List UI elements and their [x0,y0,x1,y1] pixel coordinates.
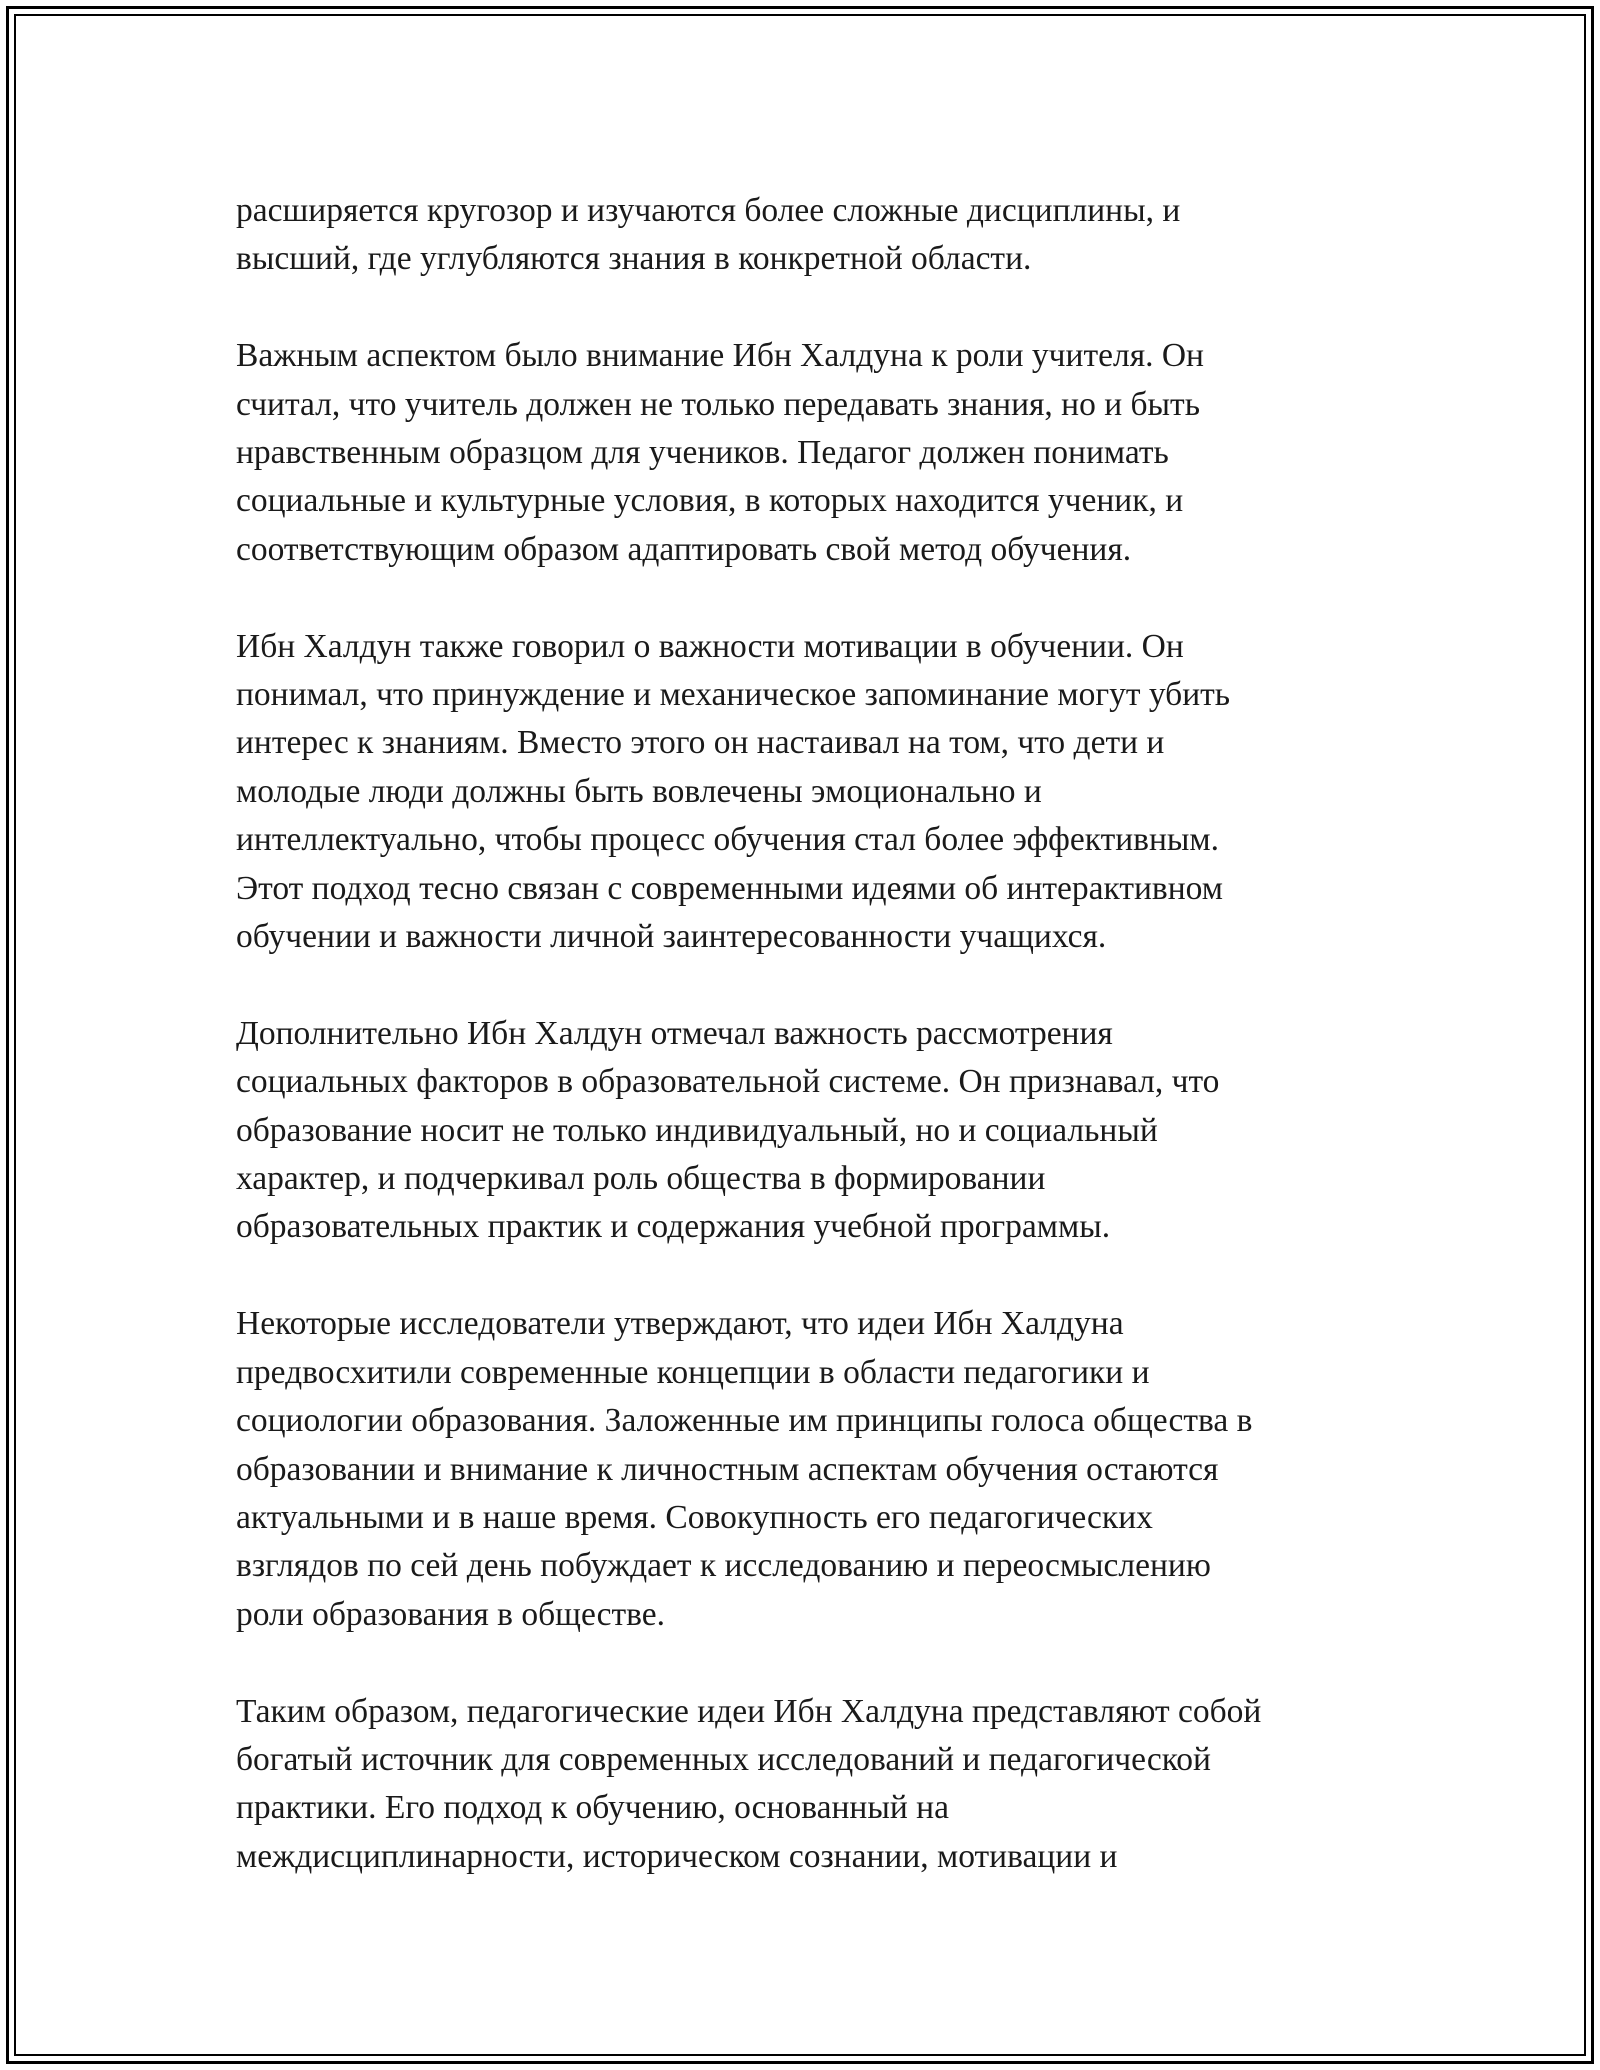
text-line: характер, и подчеркивал роль общества в формировании [236,1160,1046,1198]
text-line: Таким образом, педагогические идеи Ибн Халдуна представляют собой [236,1692,1262,1730]
text-line: предвосхитили современные концепции в области педагогики и [236,1353,1150,1391]
document-body [236,187,1386,1881]
text-line: молодые люди должны быть вовлечены эмоционально и [236,772,1042,810]
text-line: Дополнительно Ибн Халдун отмечал важность рассмотрения [236,1014,1113,1052]
paragraph-1 [236,187,1386,284]
text-line: нравственным образцом для учеников. Педагог должен понимать [236,434,1169,472]
text-line: высший, где углубляются знания в конкретной области. [236,240,1032,278]
text-line: Ибн Халдун также говорил о важности мотивации в обучении. Он [236,627,1184,665]
text-line: Этот подход тесно связан с современными идеями об интерактивном [236,869,1223,907]
text-line: образовательных практик и содержания учебной программы. [236,1208,1111,1246]
paragraph-6 [236,1688,1386,1882]
text-line: образование носит не только индивидуальный, но и социальный [236,1111,1158,1149]
text-line: расширяется кругозор и изучаются более сложные дисциплины, и [236,192,1181,229]
text-line: считал, что учитель должен не только передавать знания, но и быть [236,385,1200,423]
text-line: социальных факторов в образовательной системе. Он признавал, что [236,1063,1220,1101]
text-line: богатый источник для современных исследований и педагогической [236,1740,1211,1778]
paragraph-5 [236,1300,1386,1639]
text-line: интерес к знаниям. Вместо этого он настаивал на том, что дети и [236,724,1165,762]
text-line: междисциплинарности, историческом сознании, мотивации и [236,1837,1118,1875]
paragraph-3 [236,623,1386,962]
paragraph-2 [236,332,1386,574]
text-line: соответствующим образом адаптировать свой метод обучения. [236,530,1132,568]
text-line: Некоторые исследователи утверждают, что идеи Ибн Халдуна [236,1305,1124,1343]
text-line: Важным аспектом было внимание Ибн Халдуна к роли учителя. Он [236,337,1204,375]
text-line: взглядов по сей день побуждает к исследованию и переосмыслению [236,1547,1211,1585]
text-line: социологии образования. Заложенные им принципы голоса общества в [236,1402,1253,1440]
text-line: актуальными и в наше время. Совокупность его педагогических [236,1498,1153,1536]
text-line: интеллектуально, чтобы процесс обучения стал более эффективным. [236,821,1219,859]
text-line: обучении и важности личной заинтересованности учащихся. [236,918,1107,956]
paragraph-4 [236,1010,1386,1252]
text-line: образовании и внимание к личностным аспектам обучения остаются [236,1450,1219,1488]
text-line: роли образования в обществе. [236,1595,666,1633]
text-line: практики. Его подход к обучению, основанный на [236,1789,949,1827]
text-line: социальные и культурные условия, в которых находится ученик, и [236,482,1184,520]
text-line: понимал, что принуждение и механическое запоминание могут убить [236,676,1231,714]
